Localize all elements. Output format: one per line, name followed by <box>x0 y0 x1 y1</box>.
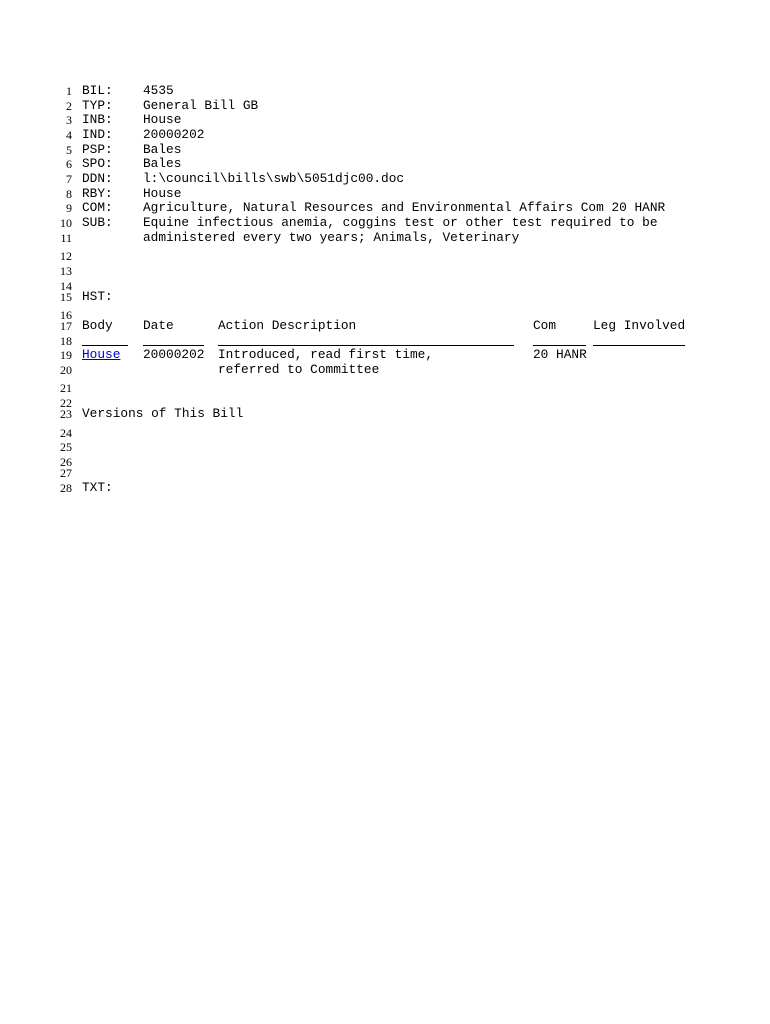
line-number: 3 <box>66 113 72 127</box>
line-number: 11 <box>60 231 72 245</box>
field-label-rby: RBY: <box>82 186 113 201</box>
history-header-body: Body <box>82 318 113 333</box>
line-number: 21 <box>60 381 72 395</box>
line-number: 19 <box>60 348 72 362</box>
field-value-rby: House <box>143 186 182 201</box>
line-number: 16 <box>60 308 72 322</box>
field-value-sub-line2: administered every two years; Animals, Veterinary <box>143 230 520 245</box>
history-header-com: Com <box>533 318 557 333</box>
field-value-ind: 20000202 <box>143 127 205 142</box>
field-value-typ: General Bill GB <box>143 98 259 113</box>
history-header-leg: Leg Involved <box>593 318 686 333</box>
line-number: 5 <box>66 143 72 157</box>
header-underline <box>82 345 128 346</box>
field-value-sub-line1: Equine infectious anemia, coggins test or other test required to be <box>143 215 658 230</box>
line-number: 15 <box>60 290 72 304</box>
line-number: 2 <box>66 99 72 113</box>
line-number: 13 <box>60 264 72 278</box>
history-row-action-line1: Introduced, read first time, <box>218 347 434 362</box>
line-number: 24 <box>60 426 72 440</box>
line-number: 12 <box>60 249 72 263</box>
field-label-sub: SUB: <box>82 215 113 230</box>
field-value-inb: House <box>143 112 182 127</box>
field-label-bil: BIL: <box>82 83 113 98</box>
line-number: 17 <box>60 319 72 333</box>
field-value-psp: Bales <box>143 142 182 157</box>
line-number: 23 <box>60 407 72 421</box>
line-number: 20 <box>60 363 72 377</box>
history-header-date: Date <box>143 318 174 333</box>
line-number: 22 <box>60 396 72 410</box>
field-value-bil: 4535 <box>143 83 174 98</box>
field-label-psp: PSP: <box>82 142 113 157</box>
line-number: 6 <box>66 157 72 171</box>
field-label-com: COM: <box>82 200 113 215</box>
line-number: 28 <box>60 481 72 495</box>
line-number: 7 <box>66 172 72 186</box>
versions-heading: Versions of This Bill <box>82 406 244 421</box>
field-label-ind: IND: <box>82 127 113 142</box>
header-underline <box>218 345 514 346</box>
line-number: 10 <box>60 216 72 230</box>
line-number: 9 <box>66 201 72 215</box>
line-number: 14 <box>60 279 72 293</box>
history-header-action: Action Description <box>218 318 357 333</box>
history-row-action-line2: referred to Committee <box>218 362 380 377</box>
history-row-date: 20000202 <box>143 347 205 362</box>
header-underline <box>143 345 204 346</box>
line-number: 8 <box>66 187 72 201</box>
field-label-inb: INB: <box>82 112 113 127</box>
line-number: 26 <box>60 455 72 469</box>
field-label-spo: SPO: <box>82 156 113 171</box>
header-underline <box>593 345 685 346</box>
txt-label: TXT: <box>82 480 113 495</box>
history-label: HST: <box>82 289 113 304</box>
history-row-com: 20 HANR <box>533 347 587 362</box>
line-number: 1 <box>66 84 72 98</box>
field-label-ddn: DDN: <box>82 171 113 186</box>
field-label-typ: TYP: <box>82 98 113 113</box>
field-value-spo: Bales <box>143 156 182 171</box>
header-underline <box>533 345 586 346</box>
field-value-ddn: l:\council\bills\swb\5051djc00.doc <box>143 171 405 186</box>
line-number: 4 <box>66 128 72 142</box>
line-number: 18 <box>60 334 72 348</box>
history-row-body-link[interactable]: House <box>82 347 121 362</box>
line-number: 25 <box>60 440 72 454</box>
line-number: 27 <box>60 466 72 480</box>
field-value-com: Agriculture, Natural Resources and Environmental Affairs Com 20 HANR <box>143 200 666 215</box>
